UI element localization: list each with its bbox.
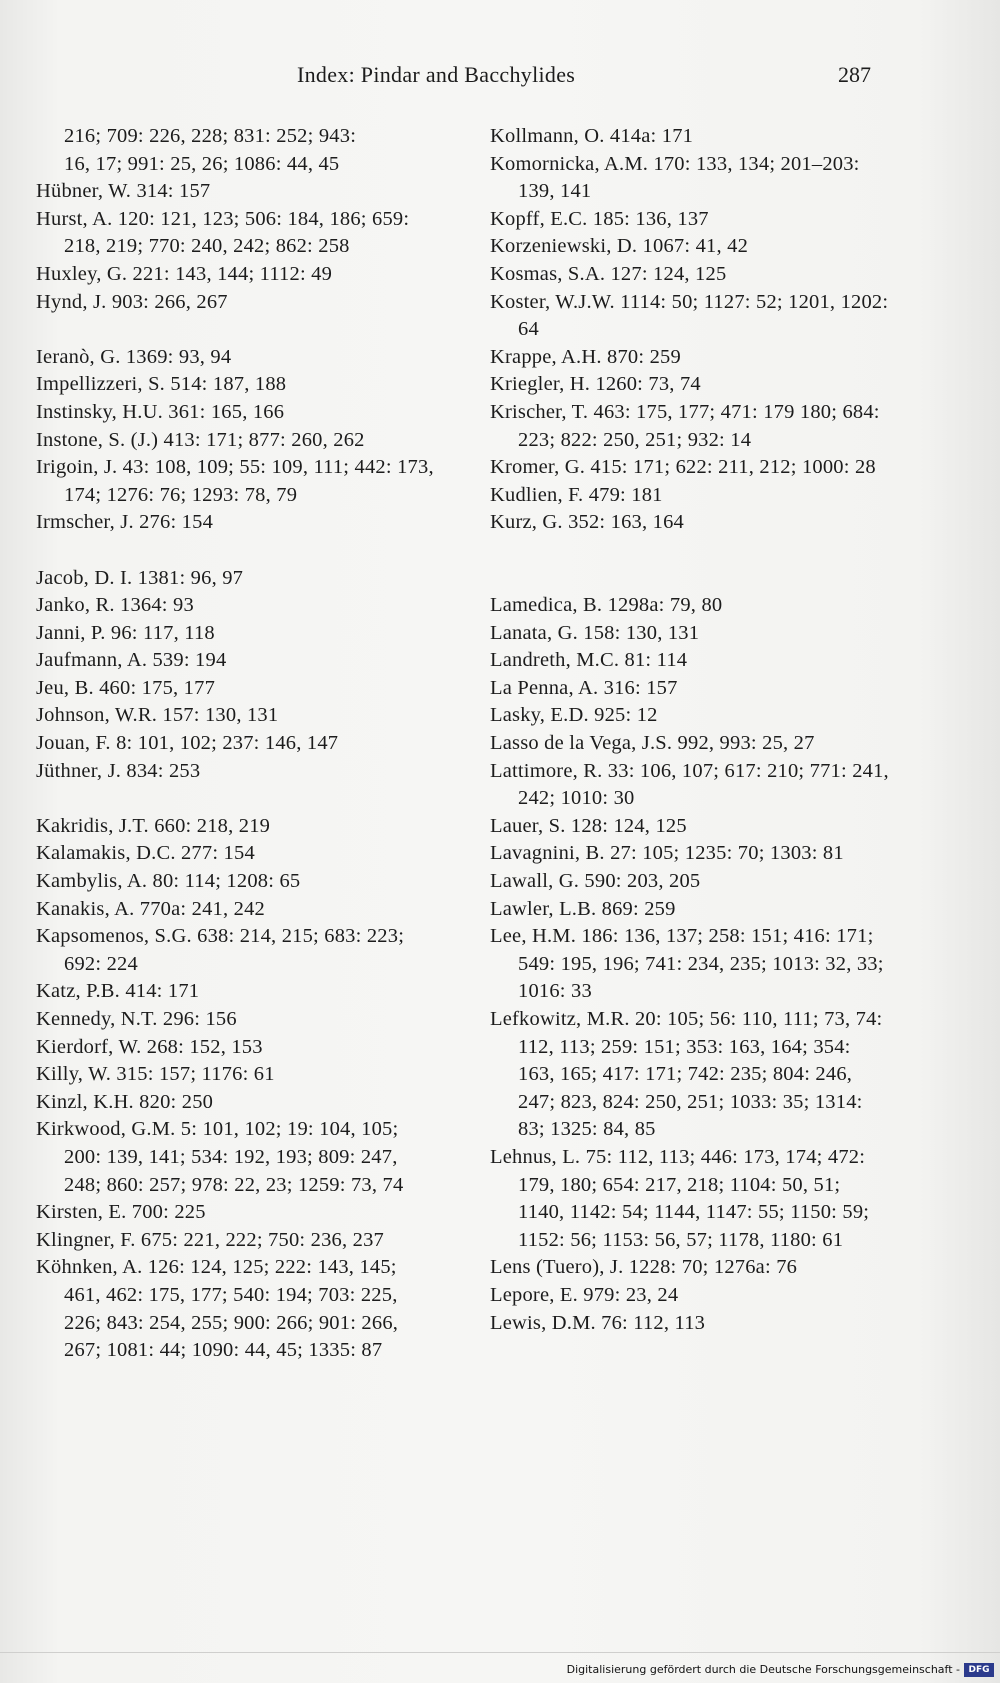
- index-entry: Johnson, W.R. 157: 130, 131: [36, 704, 279, 727]
- index-entry: Huxley, G. 221: 143, 144; 1112: 49: [36, 262, 333, 285]
- index-entry: Lawall, G. 590: 203, 205: [490, 870, 701, 893]
- index-entry: Kirkwood, G.M. 5: 101, 102; 19: 104, 105; 200: 139, 141; 534: 192, 193; 809: 247, 248; 860: 257; 978: 22, 23; 1259: 73, 74: [36, 1118, 404, 1196]
- index-entry: Kapsomenos, S.G. 638: 214, 215; 683: 223; 692: 224: [36, 925, 405, 975]
- index-entry: Kromer, G. 415: 171; 622: 211, 212; 1000: 28: [490, 456, 876, 479]
- index-entry: Lens (Tuero), J. 1228: 70; 1276a: 76: [490, 1256, 798, 1279]
- index-column-right: [490, 123, 890, 1337]
- footer-credit: Digitalisierung gefördert durch die Deutsche Forschungsgemeinschaft -: [566, 1663, 960, 1676]
- index-entry: Kudlien, F. 479: 181: [490, 483, 663, 506]
- index-entry: Komornicka, A.M. 170: 133, 134; 201–203: 139, 141: [490, 152, 860, 203]
- index-entry: Lehnus, L. 75: 112, 113; 446: 173, 174; 472: 179, 180; 654: 217, 218; 1104: 50, 51; 1140, 1142: 54; 1144, 1147: 55; 1150: 59; 1152: 56; 1153: 56, 57; 1178, 1180: 61: [490, 1145, 870, 1251]
- index-entry: Jaufmann, A. 539: 194: [36, 649, 227, 672]
- index-entry: Klingner, F. 675: 221, 222; 750: 236, 237: [36, 1228, 384, 1251]
- index-entry: Katz, P.B. 414: 171: [36, 980, 200, 1003]
- dfg-logo: DFG: [964, 1663, 994, 1677]
- index-entry: Jüthner, J. 834: 253: [36, 759, 201, 782]
- index-entry: Killy, W. 315: 157; 1176: 61: [36, 1063, 275, 1086]
- index-entry: 16, 17; 991: 25, 26; 1086: 44, 45: [64, 152, 340, 175]
- index-entry: Lasso de la Vega, J.S. 992, 993: 25, 27: [490, 732, 815, 755]
- index-entry: Instinsky, H.U. 361: 165, 166: [36, 400, 285, 423]
- index-entry: Kakridis, J.T. 660: 218, 219: [36, 814, 271, 837]
- index-entry: Koster, W.J.W. 1114: 50; 1127: 52; 1201, 1202: 64: [490, 290, 889, 341]
- index-entry: Lanata, G. 158: 130, 131: [490, 621, 700, 644]
- index-entry: Kriegler, H. 1260: 73, 74: [490, 373, 701, 396]
- letter-group-gap: [36, 316, 436, 344]
- digitization-footer: [0, 1652, 1000, 1683]
- index-column-left: [36, 123, 436, 1365]
- running-title: Index: Pindar and Bacchylides: [297, 62, 576, 87]
- index-entry: Kambylis, A. 80: 114; 1208: 65: [36, 870, 301, 893]
- index-entry: Landreth, M.C. 81: 114: [490, 649, 688, 672]
- index-entry: Irigoin, J. 43: 108, 109; 55: 109, 111; 442: 173, 174; 1276: 76; 1293: 78, 79: [36, 456, 434, 506]
- index-entry: Krischer, T. 463: 175, 177; 471: 179 180; 684: 223; 822: 250, 251; 932: 14: [490, 400, 880, 451]
- index-entry: Lewis, D.M. 76: 112, 113: [490, 1311, 706, 1334]
- letter-group-gap: [36, 785, 436, 813]
- index-entry: Lepore, E. 979: 23, 24: [490, 1283, 679, 1306]
- index-entry: Hynd, J. 903: 266, 267: [36, 290, 228, 313]
- index-entry: Kurz, G. 352: 163, 164: [490, 511, 685, 534]
- index-entry: Ieranò, G. 1369: 93, 94: [36, 345, 232, 368]
- index-entry: Lawler, L.B. 869: 259: [490, 897, 676, 920]
- index-entry: Kalamakis, D.C. 277: 154: [36, 842, 255, 865]
- index-entry: Jeu, B. 460: 175, 177: [36, 676, 216, 699]
- index-entry: Irmscher, J. 276: 154: [36, 511, 214, 534]
- index-entry: Lavagnini, B. 27: 105; 1235: 70; 1303: 81: [490, 842, 844, 865]
- index-entry: Impellizzeri, S. 514: 187, 188: [36, 373, 287, 396]
- index-entry: Krappe, A.H. 870: 259: [490, 345, 681, 368]
- page-number: 287: [838, 62, 871, 87]
- letter-group-gap: [490, 565, 890, 593]
- letter-group-gap: [490, 537, 890, 565]
- index-entry: Janko, R. 1364: 93: [36, 594, 194, 617]
- page-header: [0, 62, 1000, 96]
- index-entry: Kopff, E.C. 185: 136, 137: [490, 207, 709, 230]
- index-entry: La Penna, A. 316: 157: [490, 676, 678, 699]
- index-entry: Kanakis, A. 770a: 241, 242: [36, 897, 265, 920]
- index-entry: 216; 709: 226, 228; 831: 252; 943:: [64, 125, 357, 147]
- index-entry: Lattimore, R. 33: 106, 107; 617: 210; 771: 241, 242; 1010: 30: [490, 759, 889, 810]
- index-entry: Kennedy, N.T. 296: 156: [36, 1008, 237, 1030]
- index-entry: Lefkowitz, M.R. 20: 105; 56: 110, 111; 73, 74: 112, 113; 259: 151; 353: 163, 164; 354: 163, 165; 417: 171; 742: 235; 804: 246, 247; 823, 824: 250, 251; 1033: 35; 1314: 83; 1325: 84, 85: [490, 1008, 883, 1141]
- index-entry: Lamedica, B. 1298a: 79, 80: [490, 594, 723, 617]
- index-entry: Lee, H.M. 186: 136, 137; 258: 151; 416: 171; 549: 195, 196; 741: 234, 235; 1013: 32, 33; 1016: 33: [490, 925, 884, 1003]
- index-entry: Lasky, E.D. 925: 12: [490, 704, 658, 727]
- index-entry: Korzeniewski, D. 1067: 41, 42: [490, 235, 749, 258]
- index-entry: Kosmas, S.A. 127: 124, 125: [490, 262, 727, 285]
- index-entry: Jacob, D. I. 1381: 96, 97: [36, 566, 244, 589]
- index-entry: Kirsten, E. 700: 225: [36, 1201, 206, 1224]
- index-entry: Lauer, S. 128: 124, 125: [490, 814, 687, 837]
- letter-group-gap: [36, 537, 436, 565]
- index-entry: Kinzl, K.H. 820: 250: [36, 1090, 214, 1113]
- index-entry: Kollmann, O. 414a: 171: [490, 125, 694, 147]
- index-entry: Janni, P. 96: 117, 118: [36, 621, 215, 644]
- index-entry: Instone, S. (J.) 413: 171; 877: 260, 262: [36, 428, 365, 451]
- index-entry: Hübner, W. 314: 157: [36, 180, 211, 203]
- index-entry: Hurst, A. 120: 121, 123; 506: 184, 186; 659: 218, 219; 770: 240, 242; 862: 258: [36, 207, 410, 258]
- index-entry: Kierdorf, W. 268: 152, 153: [36, 1035, 263, 1058]
- index-entry: Jouan, F. 8: 101, 102; 237: 146, 147: [36, 732, 339, 755]
- index-entry: Köhnken, A. 126: 124, 125; 222: 143, 145; 461, 462: 175, 177; 540: 194; 703: 225, 226; 843: 254, 255; 900: 266; 901: 266, 267; 1081: 44; 1090: 44, 45; 1335: 87: [36, 1256, 399, 1362]
